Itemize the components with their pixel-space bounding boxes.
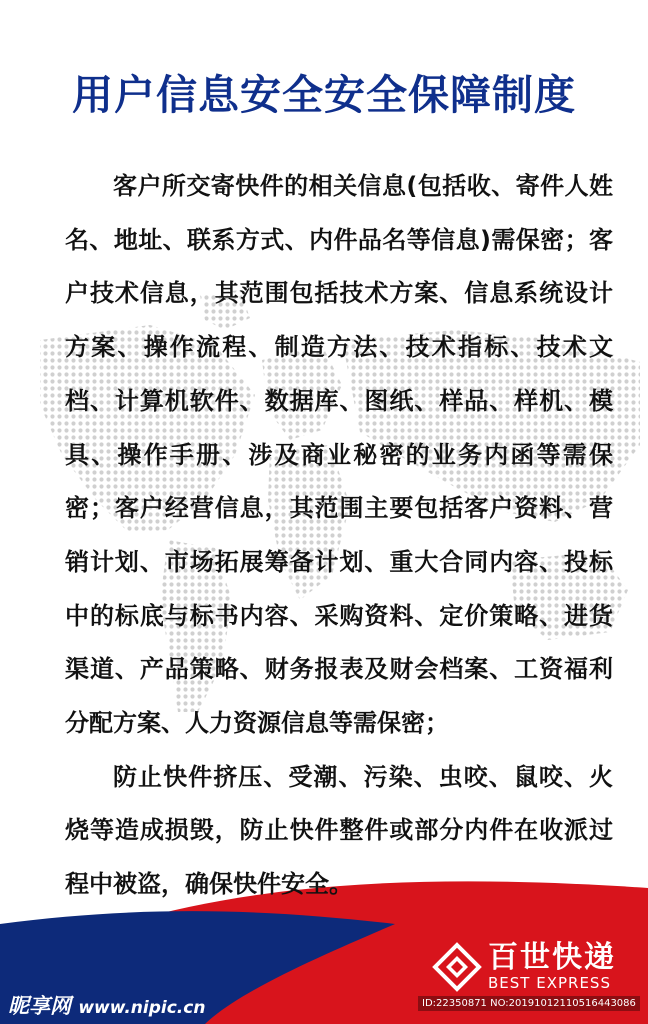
policy-body [65,160,613,912]
image-id-label: ID:22350871 NO:20191012110516443086 [418,996,640,1011]
best-express-logo-icon [432,942,482,992]
logo-name-cn: 百世快递 [488,940,616,975]
logo-name-en: BEST EXPRESS [488,974,611,992]
watermark-url: www.nipic.cn [78,998,206,1018]
watermark-site-name: 昵享网 [8,994,71,1018]
paragraph-customer-information: 客户所交寄快件的相关信息(包括收、寄件人姓名、地址、联系方式、内件品名等信息)需保密；客户技术信息，其范围包括技术方案、信息系统设计方案、操作流程、制造方法、技术指标、技术文档、计算机软件、数据库、图纸、样品、样机、模具、操作手册、涉及商业秘密的业务内函等需保密；客户经营信息，其范围主要包括客户资料、营销计划、市场拓展筹备计划、重大合同内容、投标中的标底与标书内容、采购资料、定价策略、进货渠道、产品策略、财务报表及财会档案、工资福利分配方案、人力资源信息等需保密； [65,172,613,738]
page-title: 用户信息安全安全保障制度 [72,71,576,119]
best-express-logo [432,942,616,992]
paragraph-package-safety: 防止快件挤压、受潮、污染、虫咬、鼠咬、火烧等造成损毁，防止快件整件或部分内件在收派过程中被盗，确保快件安全。 [65,762,613,899]
site-watermark [8,990,205,1020]
